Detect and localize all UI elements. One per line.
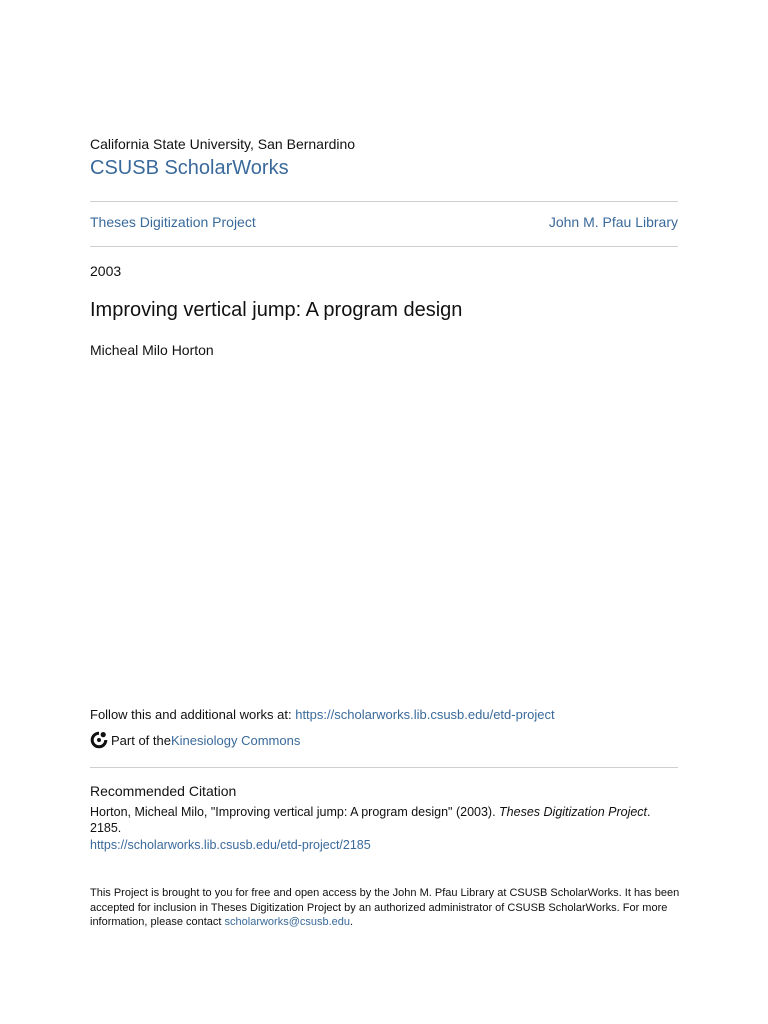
citation-heading: Recommended Citation [90,783,237,799]
divider-top [90,201,678,202]
library-link[interactable]: John M. Pfau Library [548,214,678,230]
citation-text [90,804,680,836]
network-commons-icon [90,731,108,749]
contact-email-link[interactable]: scholarworks@csusb.edu [224,916,351,928]
repository-link[interactable]: CSUSB ScholarWorks [90,157,289,179]
kinesiology-commons-link[interactable]: Kinesiology Commons [170,732,301,748]
citation-after: . 2185. [90,805,651,835]
part-of-text: Part of the [111,732,171,748]
follow-url-link[interactable]: https://scholarworks.lib.csusb.edu/etd-project [295,707,555,722]
document-author: Micheal Milo Horton [90,342,214,358]
divider-middle [90,246,678,247]
document-title: Improving vertical jump: A program design [90,299,463,321]
institution-name: California State University, San Bernardino [90,136,356,152]
notice-text: This Project is brought to you for free and open access by the John M. Pfau Library at CSUSB ScholarWorks. It has been accepted for inclusion in Theses Digitization Project by an authorized administrator of CSUSB ScholarWorks. For more information, please contact [90,887,680,928]
citation-series: Theses Digitization Project [499,805,648,819]
citation-plain: Horton, Micheal Milo, "Improving vertical jump: A program design" (2003). [90,805,500,819]
part-of-line [90,731,300,749]
follow-text: Follow this and additional works at: [90,707,296,722]
collection-link[interactable]: Theses Digitization Project [90,214,256,230]
access-notice [90,886,680,930]
divider-bottom [90,767,678,768]
follow-line [90,707,555,722]
publication-year: 2003 [90,263,122,279]
notice-end: . [350,916,354,928]
citation-url-link[interactable]: https://scholarworks.lib.csusb.edu/etd-project/2185 [90,838,371,852]
